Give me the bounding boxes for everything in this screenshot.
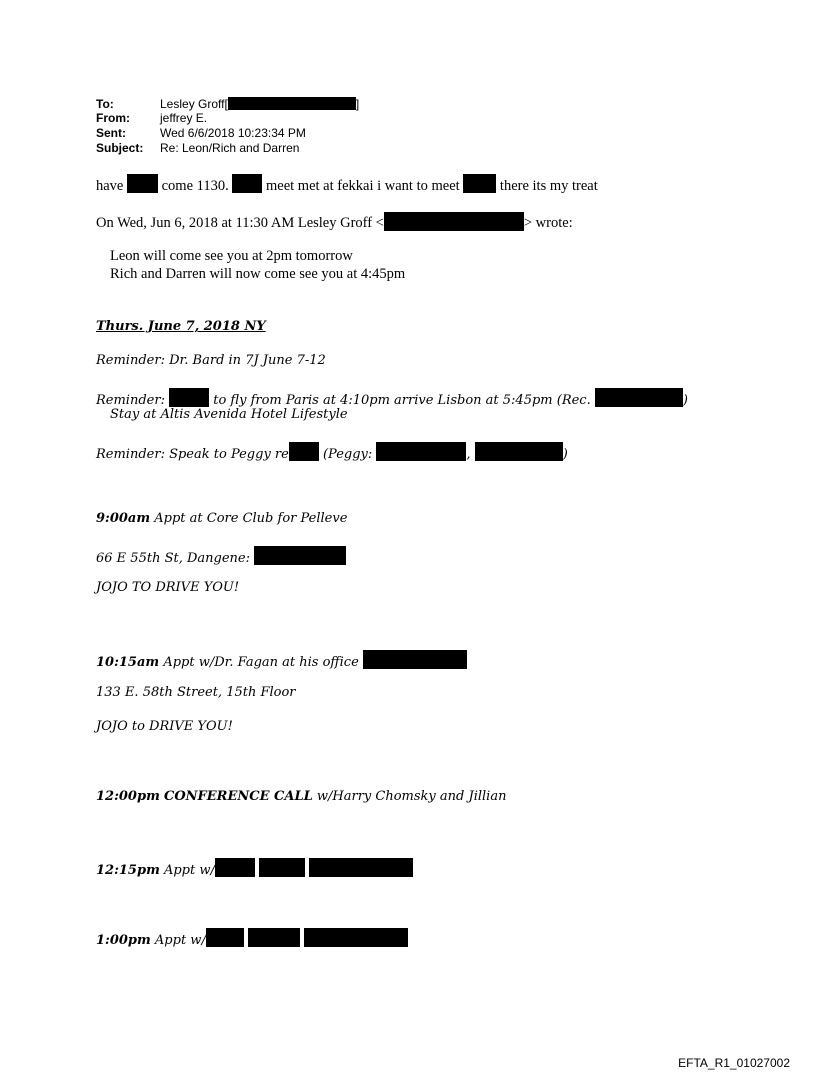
to-recipient — [160, 97, 359, 112]
redaction-bar — [259, 858, 305, 877]
to-value: Lesley Groff[ — [160, 97, 228, 111]
appointment-text: Appt at Core Club for Pelleve — [154, 511, 348, 526]
redaction-bar — [289, 442, 319, 461]
redaction-bar — [232, 174, 262, 193]
call-label: CONFERENCE CALL — [163, 789, 313, 804]
reminder-text: ) — [682, 393, 688, 408]
redaction-bar — [475, 442, 563, 461]
redaction-bar — [248, 928, 300, 947]
to-value-close: ] — [355, 97, 360, 111]
reminder-text: Reminder: — [96, 393, 165, 408]
sent-label: Sent: — [96, 126, 126, 140]
appointment-time: 12:00pm — [96, 789, 160, 804]
reminder-text: ) — [562, 447, 568, 462]
from-label: From: — [96, 111, 130, 125]
appointment — [96, 511, 347, 526]
appointment-address — [96, 546, 346, 566]
reminder-item — [96, 442, 568, 462]
quote-intro — [96, 212, 573, 232]
quoted-line: Leon will come see you at 2pm tomorrow — [110, 248, 353, 264]
appointment — [96, 928, 408, 948]
reminder-item: Reminder: Dr. Bard in 7J June 7-12 — [96, 353, 326, 368]
redaction-bar — [376, 442, 466, 461]
appointment-time: 9:00am — [96, 511, 151, 526]
reminder-subline: Stay at Altis Avenida Hotel Lifestyle — [110, 407, 348, 422]
appointment-time: 12:15pm — [96, 863, 160, 878]
email-header — [96, 97, 496, 159]
reminder-text: to fly from Paris at 4:10pm arrive Lisbon at 5:45pm (Rec. — [213, 393, 591, 408]
appointment-note: JOJO TO DRIVE YOU! — [96, 580, 240, 595]
redaction-bar — [309, 858, 413, 877]
appointment-time: 10:15am — [96, 655, 160, 670]
from-value: jeffrey E. — [160, 111, 208, 125]
redaction-bar — [215, 858, 255, 877]
redaction-bar — [206, 928, 244, 947]
appointment — [96, 650, 467, 670]
redaction-bar — [127, 174, 158, 193]
appointment — [96, 858, 413, 878]
reply-text: have — [96, 178, 124, 194]
appointment-text: Appt w/ — [154, 933, 206, 948]
redaction-bar — [384, 212, 524, 231]
address-text: 66 E 55th St, Dangene: — [96, 551, 250, 566]
redaction-bar — [228, 97, 356, 110]
conference-call — [96, 789, 506, 804]
reminder-text: , — [466, 447, 471, 462]
reminder-text: (Peggy: — [322, 447, 373, 462]
sent-value: Wed 6/6/2018 10:23:34 PM — [160, 126, 306, 140]
quoted-line: Rich and Darren will now come see you at 4:45pm — [110, 266, 406, 282]
quote-intro-text: > wrote: — [523, 215, 573, 231]
document-id: EFTA_R1_01027002 — [678, 1056, 790, 1070]
redaction-bar — [363, 650, 467, 669]
appointment-text: Appt w/ — [163, 863, 215, 878]
appointment-address: 133 E. 58th Street, 15th Floor — [96, 685, 296, 700]
redaction-bar — [595, 388, 683, 407]
quote-intro-text: On Wed, Jun 6, 2018 at 11:30 AM Lesley Groff < — [96, 215, 384, 231]
appointment-text: Appt w/Dr. Fagan at his office — [163, 655, 359, 670]
reminder-item — [96, 388, 688, 408]
subject-label: Subject: — [96, 141, 144, 155]
subject-value: Re: Leon/Rich and Darren — [160, 141, 300, 155]
appointment-note: JOJO to DRIVE YOU! — [96, 719, 233, 734]
reply-body — [96, 174, 598, 195]
redaction-bar — [254, 546, 346, 565]
call-text: w/Harry Chomsky and Jillian — [316, 789, 507, 804]
reminder-text: Reminder: Speak to Peggy re — [96, 447, 289, 462]
redaction-bar — [169, 388, 209, 407]
reply-text: meet met at fekkai i want to meet — [266, 178, 460, 194]
to-label: To: — [96, 97, 114, 111]
appointment-time: 1:00pm — [96, 933, 151, 948]
reply-text: there its my treat — [499, 178, 598, 194]
date-heading: Thurs. June 7, 2018 NY — [96, 319, 266, 334]
redaction-bar — [463, 174, 496, 193]
redaction-bar — [304, 928, 408, 947]
reply-text: come 1130. — [161, 178, 229, 194]
